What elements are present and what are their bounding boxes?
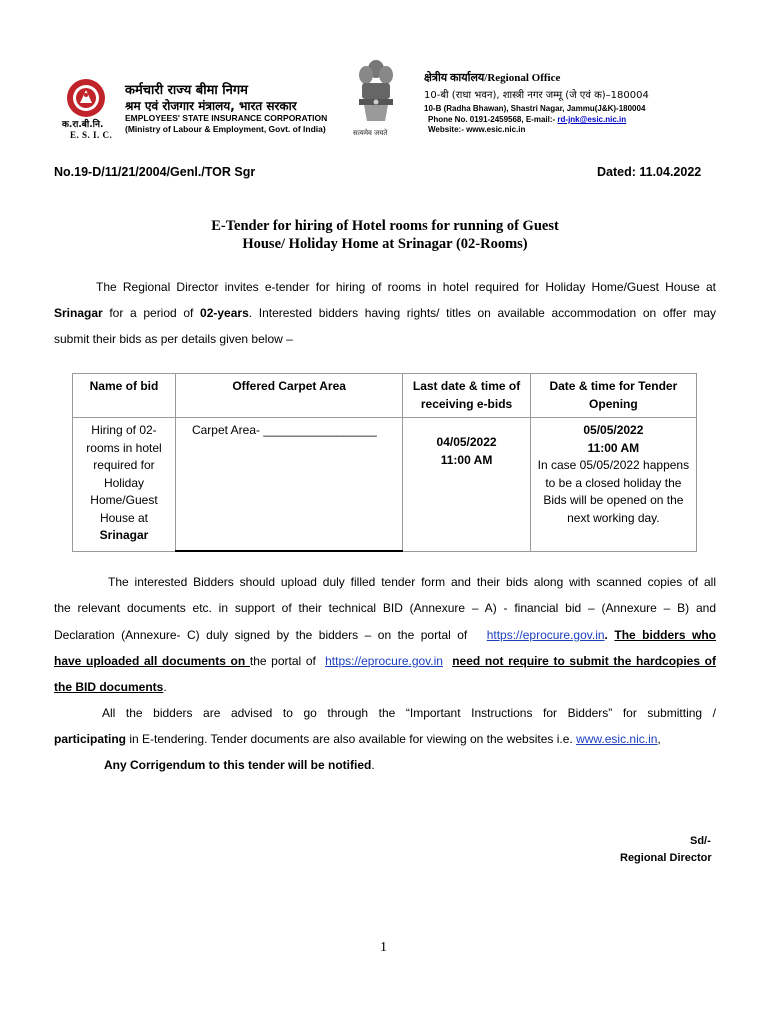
email-link[interactable]: rd-jnk@esic.nic.in — [557, 115, 627, 124]
intro-text: for a period of — [102, 306, 201, 320]
instruction-p1-line4 — [54, 654, 716, 668]
instruction-text: the portal of — [249, 654, 316, 668]
instruction-p1-line3: Declaration (Annexure- C) duly signed by the bidders – on the portal of https://eprocure.gov.in. The bidders who — [54, 628, 716, 642]
address-hindi: 10-बी (राधा भवन), शास्त्री नगर जम्मू (जे एवं क)–180004 — [424, 90, 649, 101]
esic-logo-icon — [66, 78, 106, 118]
contact-line — [428, 115, 626, 124]
header-opening-date: Date & time for Tender Opening — [530, 374, 696, 418]
instruction-p1-line1: The interested Bidders should upload duly filled tender form and their bids along with scanned copies of all — [108, 575, 716, 589]
bid-name-line: rooms in hotel — [86, 440, 162, 455]
header-carpet-area: Offered Carpet Area — [175, 374, 402, 418]
tender-title-line1: E-Tender for hiring of Hotel rooms for running of Guest — [211, 218, 559, 234]
ministry-name-english: (Ministry of Labour & Employment, Govt. of India) — [125, 124, 326, 134]
instruction-bold: have uploaded all documents on — [54, 654, 250, 668]
instruction-text: in E-tendering. Tender documents are also available for viewing on the websites i.e. — [126, 732, 577, 746]
org-name-english: EMPLOYEES' STATE INSURANCE CORPORATION — [125, 113, 328, 123]
intro-period: 02-years — [200, 306, 249, 320]
bid-name-line: House at — [99, 510, 148, 525]
intro-text-2: . Interested bidders having rights/ titles on available accommodation on offer may — [248, 306, 716, 320]
page-number: 1 — [380, 940, 387, 955]
bid-name-cell — [73, 418, 176, 552]
intro-line2 — [54, 306, 716, 320]
table-row — [73, 418, 697, 552]
signature-sd: Sd/- — [690, 835, 711, 847]
regional-office-title: क्षेत्रीय कार्यालय/Regional Office — [424, 72, 561, 84]
header-name-of-bid: Name of bid — [73, 374, 176, 418]
intro-line1: The Regional Director invites e-tender for hiring of rooms in hotel required for Holiday Home/Guest House at — [96, 280, 716, 294]
esic-hindi-abbr: क.रा.बी.नि. — [62, 120, 104, 130]
eprocure-link[interactable]: https://eprocure.gov.in — [486, 628, 605, 642]
instruction-p2-line2: participating in E-tendering. Tender documents are also available for viewing on the websites i.e. www.esic.nic.in, — [54, 732, 661, 746]
eprocure-link-2[interactable]: https://eprocure.gov.in — [325, 654, 443, 668]
address-english: 10-B (Radha Bhawan), Shastri Nagar, Jammu(J&K)-180004 — [424, 104, 646, 113]
emblem-motto: सत्यमेव जयते — [353, 129, 388, 137]
opening-note: In case 05/05/2022 happens to be a closed holiday the Bids will be opened on the next working day. — [537, 458, 690, 525]
last-date-cell — [403, 418, 530, 552]
esic-english-abbr: E. S. I. C. — [70, 130, 113, 140]
website-line: Website:- www.esic.nic.in — [428, 125, 526, 134]
instruction-bold: participating — [54, 732, 127, 746]
table-header-row — [73, 374, 697, 418]
esic-website-link[interactable]: www.esic.nic.in — [576, 732, 658, 746]
instruction-p1-line5: the BID documents. — [54, 680, 167, 694]
org-name-hindi: कर्मचारी राज्य बीमा निगम — [125, 83, 248, 98]
bid-details-table — [72, 373, 697, 552]
bid-place: Srinagar — [99, 528, 149, 542]
opening-time: 11:00 AM — [587, 440, 640, 455]
opening-date-cell — [530, 418, 696, 552]
document-date: Dated: 11.04.2022 — [597, 165, 702, 179]
instruction-bold: the BID documents — [54, 680, 164, 694]
header-last-date: Last date & time of receiving e-bids — [403, 374, 530, 418]
instruction-p1-line2: the relevant documents etc. in support of their technical BID (Annexure – A) - financial bid – (Annexure – B) and — [54, 601, 716, 615]
instruction-bold: The bidders who — [614, 628, 716, 642]
instruction-text: Declaration (Annexure- C) duly signed by the bidders – on the portal of — [54, 628, 468, 642]
intro-line3: submit their bids as per details given below – — [54, 332, 293, 346]
ministry-name-hindi: श्रम एवं रोजगार मंत्रालय, भारत सरकार — [125, 99, 297, 113]
intro-place: Srinagar — [54, 306, 103, 320]
opening-date: 05/05/2022 — [583, 423, 644, 437]
last-time: 11:00 AM — [440, 452, 493, 467]
bid-name-line: Holiday — [103, 475, 144, 490]
instruction-bold: need not require to submit the hardcopies of — [452, 654, 716, 668]
phone-text: Phone No. 0191-2459568, E-mail:- — [428, 115, 556, 124]
national-emblem-icon — [352, 55, 400, 129]
tender-title-line2: House/ Holiday Home at Srinagar (02-Rooms) — [242, 236, 528, 252]
signature-designation: Regional Director — [620, 852, 712, 864]
bid-name-line: required for — [93, 458, 155, 472]
corrigendum-text: Any Corrigendum to this tender will be notified — [104, 758, 372, 772]
bid-name-line: Home/Guest — [90, 493, 158, 507]
last-date: 04/05/2022 — [436, 435, 497, 449]
instruction-p2-line1: All the bidders are advised to go through the “Important Instructions for Bidders” for submitting / — [102, 706, 716, 720]
bid-name-line: Hiring of 02- — [91, 423, 157, 437]
carpet-area-cell: Carpet Area- _________________ — [175, 418, 402, 552]
reference-number: No.19-D/11/21/2004/Genl./TOR Sgr — [54, 165, 256, 179]
corrigendum-line: Any Corrigendum to this tender will be notified. — [104, 758, 375, 772]
